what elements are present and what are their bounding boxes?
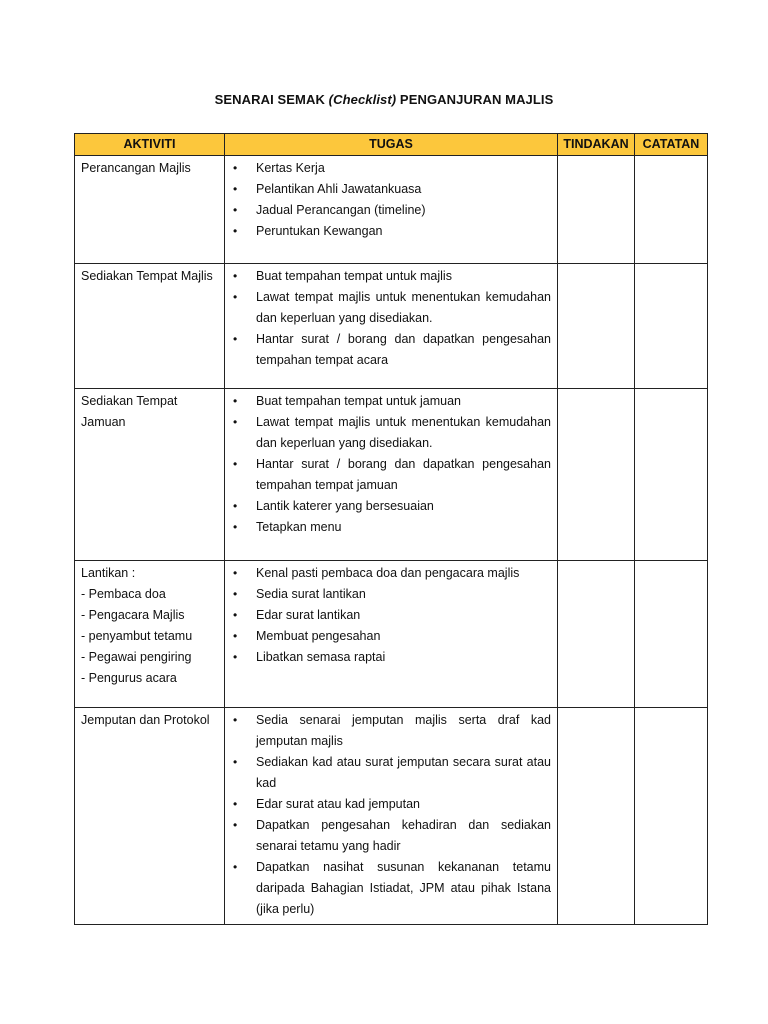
task-item <box>229 179 551 200</box>
bullet-icon: • <box>233 290 238 304</box>
task-item <box>229 200 551 221</box>
activity-line: Jemputan dan Protokol <box>81 713 210 727</box>
catatan-cell[interactable] <box>635 708 708 925</box>
task-text: Jadual Perancangan (timeline) <box>256 203 426 217</box>
task-text: Sedia senarai jemputan majlis serta draf kad jemputan majlis <box>256 713 551 748</box>
task-item <box>229 454 551 496</box>
task-text: Tetapkan menu <box>256 520 342 534</box>
bullet-icon: • <box>233 520 238 534</box>
task-text: Kenal pasti pembaca doa dan pengacara majlis <box>256 566 520 580</box>
table-row <box>75 561 708 708</box>
bullet-icon: • <box>233 457 238 471</box>
task-item <box>229 221 551 242</box>
bullet-icon: • <box>233 608 238 622</box>
bullet-icon: • <box>233 755 238 769</box>
bullet-icon: • <box>233 269 238 283</box>
task-text: Buat tempahan tempat untuk jamuan <box>256 394 461 408</box>
activity-line: Sediakan Tempat <box>81 394 178 408</box>
tasks-cell <box>225 561 558 708</box>
task-text: Lantik katerer yang bersesuaian <box>256 499 434 513</box>
task-item <box>229 794 551 815</box>
activity-line: - Pembaca doa <box>81 587 166 601</box>
table-row <box>75 156 708 264</box>
task-text: Hantar surat / borang dan dapatkan pengesahan tempahan tempat jamuan <box>256 457 551 492</box>
activity-line: - penyambut tetamu <box>81 629 193 643</box>
task-text: Sedia surat lantikan <box>256 587 366 601</box>
activity-line: Perancangan Majlis <box>81 161 191 175</box>
task-text: Libatkan semasa raptai <box>256 650 386 664</box>
task-item <box>229 815 551 857</box>
tasks-cell <box>225 264 558 389</box>
task-text: Pelantikan Ahli Jawatankuasa <box>256 182 422 196</box>
task-item <box>229 752 551 794</box>
checklist-table <box>74 133 708 925</box>
task-item <box>229 287 551 329</box>
bullet-icon: • <box>233 629 238 643</box>
task-list <box>229 266 551 371</box>
header-tugas: TUGAS <box>225 134 558 156</box>
bullet-icon: • <box>233 332 238 346</box>
activity-cell <box>75 708 225 925</box>
task-item <box>229 710 551 752</box>
task-text: Dapatkan nasihat susunan kekananan tetamu daripada Bahagian Istiadat, JPM atau pihak Istana (jika perlu) <box>256 860 551 916</box>
task-text: Lawat tempat majlis untuk menentukan kemudahan dan keperluan yang disediakan. <box>256 415 551 450</box>
activity-cell <box>75 389 225 561</box>
title-prefix: SENARAI SEMAK <box>214 92 329 107</box>
task-text: Buat tempahan tempat untuk majlis <box>256 269 452 283</box>
title-italic: (Checklist) <box>328 92 397 107</box>
task-item <box>229 647 551 668</box>
activity-line: - Pengurus acara <box>81 671 177 685</box>
task-text: Kertas Kerja <box>256 161 325 175</box>
task-item <box>229 412 551 454</box>
title-suffix: PENGANJURAN MAJLIS <box>396 92 554 107</box>
bullet-icon: • <box>233 182 238 196</box>
task-item <box>229 496 551 517</box>
task-item <box>229 605 551 626</box>
task-list <box>229 710 551 920</box>
task-item <box>229 857 551 920</box>
bullet-icon: • <box>233 566 238 580</box>
activity-cell <box>75 561 225 708</box>
activity-line: Sediakan Tempat Majlis <box>81 269 213 283</box>
tindakan-cell[interactable] <box>558 264 635 389</box>
task-text: Edar surat atau kad jemputan <box>256 797 420 811</box>
task-item <box>229 563 551 584</box>
catatan-cell[interactable] <box>635 264 708 389</box>
task-list <box>229 563 551 668</box>
task-text: Dapatkan pengesahan kehadiran dan sediakan senarai tetamu yang hadir <box>256 818 551 853</box>
task-text: Peruntukan Kewangan <box>256 224 383 238</box>
task-item <box>229 626 551 647</box>
header-row <box>75 134 708 156</box>
table-row <box>75 264 708 389</box>
tasks-cell <box>225 708 558 925</box>
activity-line: - Pengacara Majlis <box>81 608 185 622</box>
table-row <box>75 708 708 925</box>
bullet-icon: • <box>233 650 238 664</box>
activity-line: Jamuan <box>81 415 126 429</box>
activity-cell <box>75 264 225 389</box>
activity-line: Lantikan : <box>81 566 136 580</box>
document-title <box>0 92 768 107</box>
bullet-icon: • <box>233 499 238 513</box>
table-row <box>75 389 708 561</box>
tasks-cell <box>225 389 558 561</box>
task-item <box>229 517 551 538</box>
bullet-icon: • <box>233 713 238 727</box>
task-item <box>229 584 551 605</box>
task-item <box>229 158 551 179</box>
task-text: Membuat pengesahan <box>256 629 381 643</box>
header-tindakan: TINDAKAN <box>558 134 635 156</box>
tasks-cell <box>225 156 558 264</box>
bullet-icon: • <box>233 394 238 408</box>
bullet-icon: • <box>233 415 238 429</box>
bullet-icon: • <box>233 203 238 217</box>
activity-cell <box>75 156 225 264</box>
catatan-cell[interactable] <box>635 389 708 561</box>
bullet-icon: • <box>233 161 238 175</box>
task-text: Hantar surat / borang dan dapatkan pengesahan tempahan tempat acara <box>256 332 551 367</box>
bullet-icon: • <box>233 587 238 601</box>
header-aktiviti: AKTIVITI <box>75 134 225 156</box>
tindakan-cell[interactable] <box>558 156 635 264</box>
header-catatan: CATATAN <box>635 134 708 156</box>
activity-line: - Pegawai pengiring <box>81 650 192 664</box>
task-text: Edar surat lantikan <box>256 608 361 622</box>
tindakan-cell[interactable] <box>558 561 635 708</box>
task-list <box>229 158 551 242</box>
task-list <box>229 391 551 538</box>
catatan-cell[interactable] <box>635 156 708 264</box>
bullet-icon: • <box>233 797 238 811</box>
task-item <box>229 391 551 412</box>
bullet-icon: • <box>233 860 238 874</box>
catatan-cell[interactable] <box>635 561 708 708</box>
tindakan-cell[interactable] <box>558 708 635 925</box>
bullet-icon: • <box>233 818 238 832</box>
task-text: Lawat tempat majlis untuk menentukan kemudahan dan keperluan yang disediakan. <box>256 290 551 325</box>
task-item <box>229 329 551 371</box>
bullet-icon: • <box>233 224 238 238</box>
task-item <box>229 266 551 287</box>
task-text: Sediakan kad atau surat jemputan secara surat atau kad <box>256 755 551 790</box>
tindakan-cell[interactable] <box>558 389 635 561</box>
